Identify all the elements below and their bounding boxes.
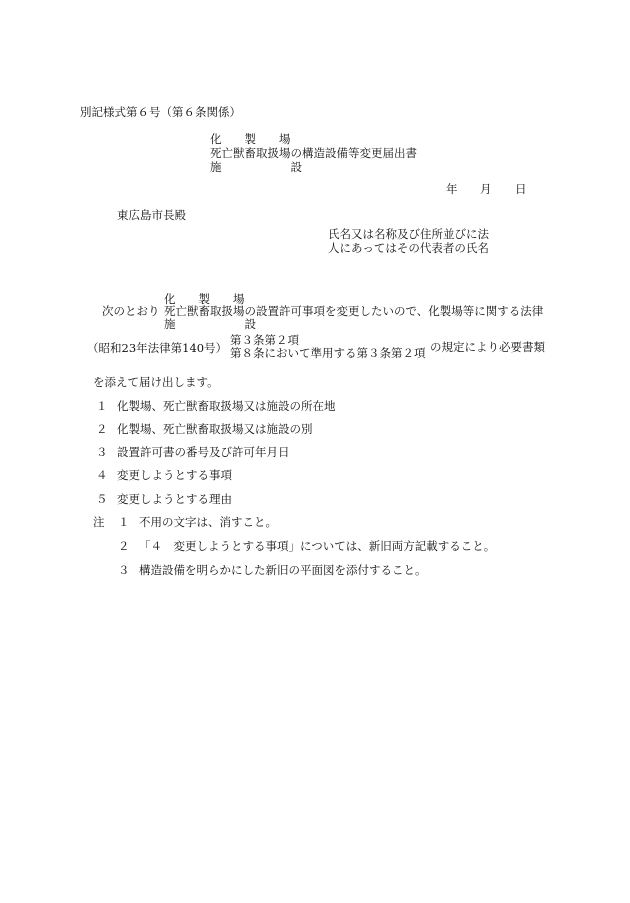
item-number: ４ — [96, 468, 108, 482]
item-text: 化製場、死亡獣畜取扱場又は施設の所在地 — [117, 399, 336, 413]
note-number: １ — [118, 515, 130, 529]
date-month-label: 月 — [480, 182, 492, 196]
item-number: ２ — [96, 422, 108, 436]
note-text: 構造設備を明らかにした新旧の平面図を添付すること。 — [139, 563, 427, 577]
date-year-label: 年 — [446, 182, 458, 196]
item-text: 変更しようとする事項 — [117, 468, 232, 482]
form-title: 死亡獣畜取扱場の構造設備等変更届出書 — [210, 146, 417, 160]
title-option-facility: 施 設 — [210, 160, 302, 174]
body-option-facility: 施 設 — [164, 317, 256, 331]
title-option-rendering-plant: 化 製 場 — [210, 132, 291, 146]
item-number: ５ — [96, 492, 108, 506]
note-number: ２ — [118, 539, 130, 553]
article-option-1: 第３条第２項 — [230, 333, 299, 347]
body-option-rendering-plant: 化 製 場 — [164, 292, 245, 306]
form-number: 別記様式第６号（第６条関係） — [80, 105, 241, 119]
body-main-line: 死亡獣畜取扱場の設置許可事項を変更したいので、化製場等に関する法律 — [164, 304, 544, 318]
body-closing: を添えて届け出します。 — [93, 375, 219, 389]
applicant-line-1: 氏名又は名称及び住所並びに法 — [328, 227, 489, 241]
law-reference: （昭和23年法律第140号） — [87, 341, 228, 355]
addressee: 東広島市長殿 — [117, 208, 186, 222]
notes-label: 注 — [93, 515, 105, 529]
note-number: ３ — [118, 563, 130, 577]
item-number: ３ — [96, 445, 108, 459]
article-option-2: 第８条において準用する第３条第２項 — [230, 346, 426, 360]
body-lead: 次のとおり — [102, 304, 160, 318]
note-text: 不用の文字は、消すこと。 — [139, 515, 277, 529]
applicant-line-2: 人にあってはその代表者の氏名 — [328, 241, 489, 255]
date-day-label: 日 — [515, 182, 527, 196]
item-text: 化製場、死亡獣畜取扱場又は施設の別 — [117, 422, 313, 436]
note-text: 「４ 変更しようとする事項」については、新旧両方記載すること。 — [139, 539, 496, 553]
item-number: １ — [96, 399, 108, 413]
item-text: 変更しようとする理由 — [117, 492, 232, 506]
body-tail: の規定により必要書類 — [430, 340, 545, 354]
item-text: 設置許可書の番号及び許可年月日 — [117, 445, 290, 459]
